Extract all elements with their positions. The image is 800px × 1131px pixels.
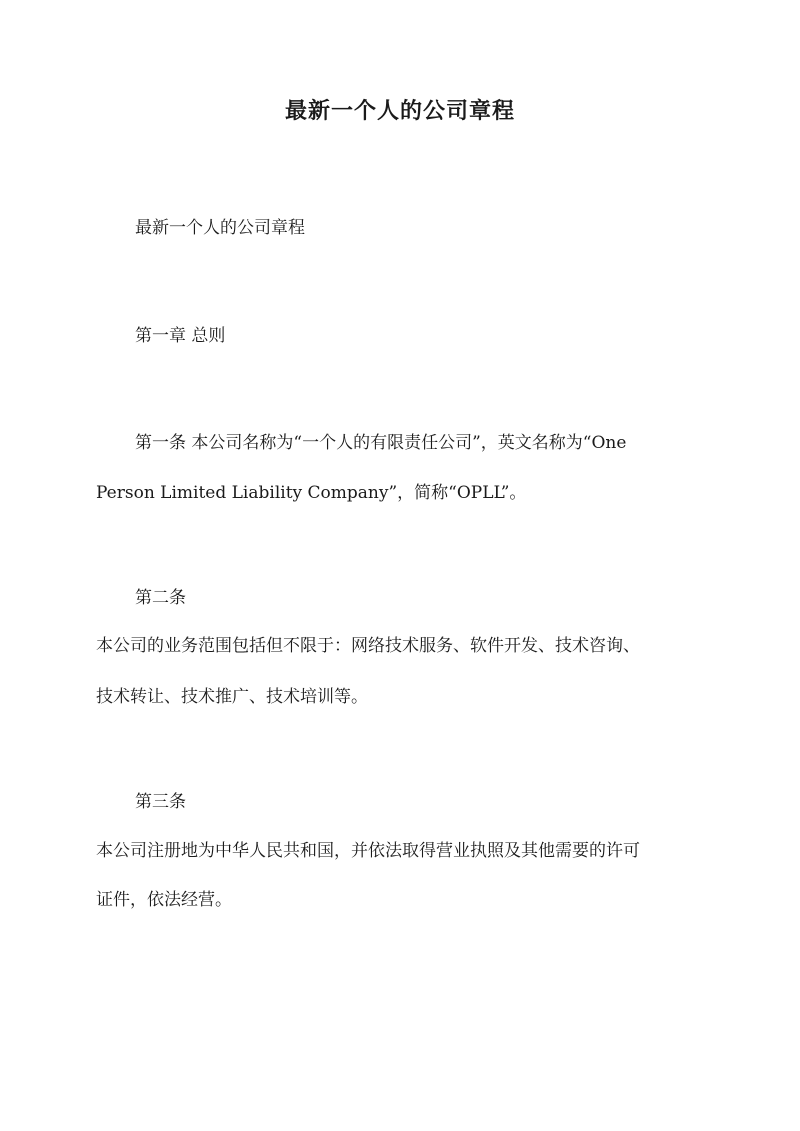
article-1-line-2-text: Person Limited Liability Company”，简称“OPLL”。 xyxy=(96,483,527,503)
article-2-heading: 第二条 xyxy=(135,588,186,608)
article-1-line-1 xyxy=(135,430,626,456)
article-2-line-1: 本公司的业务范围包括但不限于：网络技术服务、软件开发、技术咨询、 xyxy=(96,636,640,656)
article-3-line-1: 本公司注册地为中华人民共和国，并依法取得营业执照及其他需要的许可 xyxy=(96,841,640,861)
chapter-1-heading: 第一章 总则 xyxy=(135,326,226,346)
article-3-line-2: 证件，依法经营。 xyxy=(96,890,232,910)
document-title: 最新一个人的公司章程 xyxy=(284,98,515,124)
article-2-line-2: 技术转让、技术推广、技术培训等。 xyxy=(96,687,368,707)
document-subtitle: 最新一个人的公司章程 xyxy=(135,218,305,238)
article-1-line-2 xyxy=(96,480,526,506)
article-1-line-1-text: 第一条 本公司名称为“一个人的有限责任公司”，英文名称为“One xyxy=(135,433,627,453)
article-3-heading: 第三条 xyxy=(135,792,186,812)
